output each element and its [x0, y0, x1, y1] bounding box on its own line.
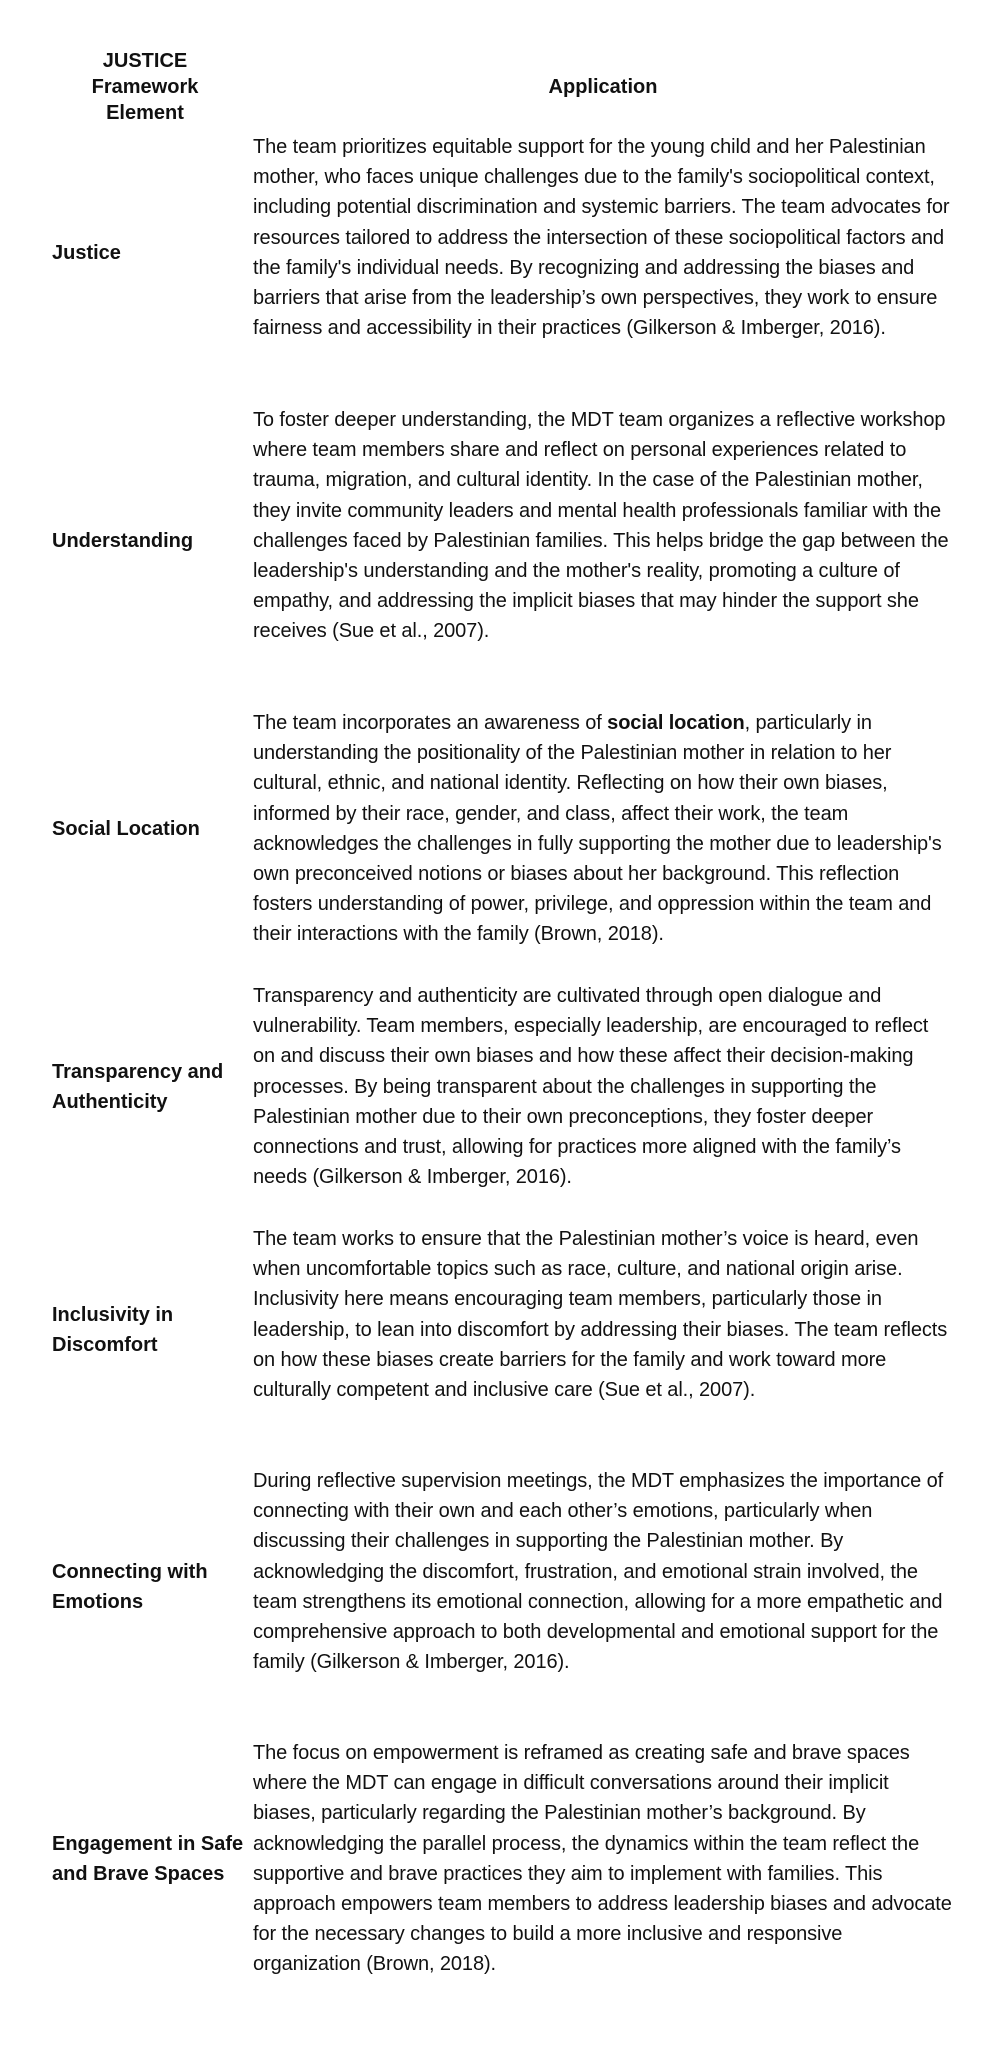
social-location-term: social location	[607, 712, 745, 734]
application-text-part: The team incorporates an awareness of	[253, 712, 608, 734]
application-paragraph: Transparency and authenticity are cultivated through open dialogue and vulnerability. Team members, especially leadership, are encouraged to reflect on and discuss their own biases and how these affect their decision-making processes. By being transparent about the challenges in supporting the Palestinian mother due to their own preconceptions, they foster deeper connections and trust, allowing for practices more aligned with the family’s needs (Gilkerson & Imberger, 2016).	[253, 985, 929, 1189]
application-text	[253, 132, 953, 343]
element-label: Engagement in Safe and Brave Spaces	[52, 1833, 244, 1885]
table-row	[0, 132, 1000, 374]
application-paragraph: To foster deeper understanding, the MDT team organizes a reflective workshop where team members share and reflect on personal experiences related to trauma, migration, and cultural identity. In the case of the Palestinian mother, they invite community leaders and mental health professionals familiar with the challenges faced by Palestinian families. This helps bridge the gap between the leadership's understanding and the mother's reality, promoting a culture of empathy, and addressing the implicit biases that may hinder the support she receives (Sue et al., 2007).	[253, 409, 949, 643]
application-paragraph: The focus on empowerment is reframed as creating safe and brave spaces where the MDT can engage in difficult conversations around their implicit biases, particularly regarding the Palestinian mother’s background. By acknowledging the parallel process, the dynamics within the team reflect the supportive and brave practices they aim to implement with families. This approach empowers team members to address leadership biases and advocate for the necessary changes to build a more inclusive and responsive organization (Brown, 2018).	[253, 1742, 952, 1976]
table-row	[0, 1738, 1000, 1980]
application-text	[253, 1466, 953, 1677]
element-label: Justice	[52, 242, 121, 264]
table-row	[0, 405, 1000, 677]
element-label: Inclusivity in Discomfort	[52, 1304, 174, 1356]
application-text	[253, 405, 953, 647]
column-header-line: JUSTICE	[102, 50, 188, 72]
element-label: Connecting with Emotions	[52, 1561, 208, 1613]
application-text	[253, 1738, 953, 1980]
application-text	[253, 1224, 953, 1405]
table-row	[0, 1466, 1000, 1708]
column-header-element	[55, 48, 235, 126]
table-row	[0, 1224, 1000, 1436]
element-label: Social Location	[52, 818, 200, 840]
table-row	[0, 708, 1000, 950]
application-paragraph: The team works to ensure that the Palestinian mother’s voice is heard, even when uncomfortable topics such as race, culture, and national origin arise. Inclusivity here means encouraging team members, particularly those in leadership, to lean into discomfort by addressing their biases. The team reflects on how these biases create barriers for the family and work toward more culturally competent and inclusive care (Sue et al., 2007).	[253, 1228, 948, 1402]
table-header	[0, 48, 1000, 128]
application-text-part: , particularly in understanding the positionality of the Palestinian mother in relation to her cultural, ethnic, and national identity. Reflecting on how their own biases, informed by their race, gender, and class, affect their work, the team acknowledges the challenges in fully supporting the mother due to leadership's own preconceived notions or biases about her background. This reflection fosters understanding of power, privilege, and oppression within the team and their interactions with the family (Brown, 2018).	[253, 712, 942, 946]
application-paragraph: During reflective supervision meetings, the MDT emphasizes the importance of connecting with their own and each other’s emotions, particularly when discussing their challenges in supporting the Palestinian mother. By acknowledging the discomfort, frustration, and emotional strain involved, the team strengthens its emotional connection, allowing for a more empathetic and comprehensive approach to both developmental and emotional support for the family (Gilkerson & Imberger, 2016).	[253, 1470, 944, 1674]
column-header-line: Framework	[91, 76, 199, 98]
element-label: Transparency and Authenticity	[52, 1061, 224, 1113]
column-header-line: Element	[106, 102, 184, 124]
table-row	[0, 981, 1000, 1193]
application-paragraph	[253, 708, 953, 950]
element-label: Understanding	[52, 530, 194, 552]
application-paragraph: The team prioritizes equitable support for the young child and her Palestinian mother, who faces unique challenges due to the family's sociopolitical context, including potential discrimination and systemic barriers. The team advocates for resources tailored to address the intersection of these sociopolitical factors and the family's individual needs. By recognizing and addressing the biases and barriers that arise from the leadership’s own perspectives, they work to ensure fairness and accessibility in their practices (Gilkerson & Imberger, 2016).	[253, 136, 950, 340]
application-text	[253, 708, 953, 950]
application-text	[253, 981, 953, 1192]
column-header-application: Application	[548, 76, 658, 98]
